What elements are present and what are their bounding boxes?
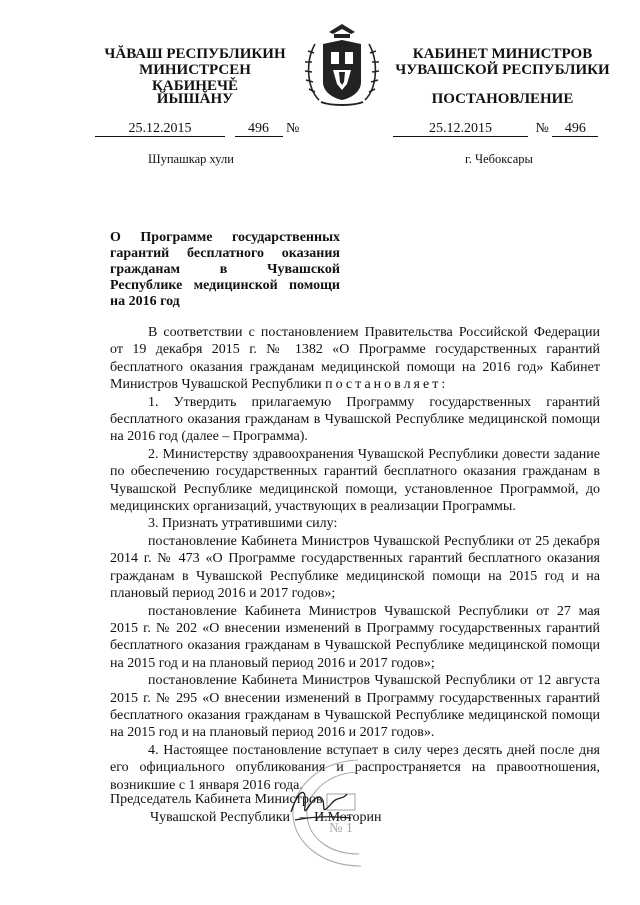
right-date: 25.12.2015 bbox=[393, 121, 528, 137]
paragraph-intro bbox=[110, 324, 600, 394]
intro-verb: постановляет: bbox=[325, 377, 449, 393]
doctype-left: ЙЫШĂНУ bbox=[156, 91, 234, 107]
doctype-right: ПОСТАНОВЛЕНИЕ bbox=[431, 91, 574, 107]
signature-title-line1: Председатель Кабинета Министров bbox=[110, 792, 323, 807]
paragraph-3a: постановление Кабинета Министров Чувашской Республики от 25 декабря 2014 г. № 473 «О Программе государственных гарантий бесплатного оказания гражданам в Чувашской Республике медицинской помощи на 2015 год и на плановый период 2016 и 2017 годов»; bbox=[110, 533, 600, 602]
header-left-line1: ЧĂВАШ РЕСПУБЛИКИН bbox=[104, 46, 286, 62]
left-date: 25.12.2015 bbox=[95, 121, 225, 137]
header-right-line2: ЧУВАШСКОЙ РЕСПУБЛИКИ bbox=[395, 62, 610, 78]
date-line-right bbox=[393, 121, 598, 137]
document-title: О Программе государственных гарантий бесплатного оказания гражданам в Чувашской Республике медицинской помощи на 2016 год bbox=[110, 230, 340, 309]
paragraph-3c: постановление Кабинета Министров Чувашской Республики от 12 августа 2015 г. № 295 «О внесении изменений в Программу государственных гарантий бесплатного оказания гражданам в Чувашской Республике медицинской помощи на 2015 год и на плановый период 2016 и 2017 годов». bbox=[110, 673, 600, 741]
left-number-sign: № bbox=[286, 121, 300, 136]
paragraph-3b: постановление Кабинета Министров Чувашской Республики от 27 мая 2015 г. № 202 «О внесении изменений в Программу государственных гарантий бесплатного оказания гражданам в Чувашской Республике медицинской помощи на 2015 год и на плановый период 2016 и 2017 годов»; bbox=[110, 603, 600, 671]
signature-dash: – bbox=[299, 810, 307, 825]
header-right-org bbox=[395, 46, 610, 78]
right-number: 496 bbox=[552, 121, 598, 137]
chuvashia-emblem-icon bbox=[301, 22, 383, 108]
header-left-org bbox=[95, 46, 295, 94]
right-number-sign: № bbox=[535, 121, 549, 136]
city-left: Шупашкар хули bbox=[148, 152, 234, 166]
document-body bbox=[110, 324, 600, 794]
signature-title-line2: Чувашской Республики bbox=[150, 810, 291, 825]
header-left-line2: МИНИСТРСЕН КАБИНЕЧĚ bbox=[139, 62, 251, 94]
left-number: 496 bbox=[235, 121, 283, 137]
paragraph-2: 2. Министерству здравоохранения Чувашской Республики довести задание по обеспечению государственных гарантий бесплатного оказания гражданам в Чувашской Республике медицинской помощи, установленное Программой, до медицинских организаций, участвующих в реализации Программы. bbox=[110, 446, 600, 515]
signatory-name: И.Моторин bbox=[314, 810, 382, 825]
header-right-line1: КАБИНЕТ МИНИСТРОВ bbox=[412, 46, 593, 62]
paragraph-4: 4. Настоящее постановление вступает в силу через десять дней после дня его официального опубликования и распространяется на правоотношения, возникшие с 1 января 2016 года. bbox=[110, 742, 600, 793]
date-line-left bbox=[95, 121, 299, 137]
intro-text: В соответствии с постановлением Правительства Российской Федерации от 19 декабря 2015 г. № 1382 «О Программе государственных гарантий бесплатного оказания гражданам медицинской помощи на 2016 год» Кабинет Министров Чувашской Республики bbox=[110, 325, 600, 393]
stamp-number: № 1 bbox=[329, 821, 353, 836]
handwritten-signature-icon bbox=[285, 782, 355, 832]
city-right: г. Чебоксары bbox=[465, 152, 533, 166]
paragraph-1: 1. Утвердить прилагаемую Программу государственных гарантий бесплатного оказания гражданам в Чувашской Республике медицинской помощи на 2016 год (далее – Программа). bbox=[110, 394, 600, 445]
paragraph-3: 3. Признать утратившими силу: bbox=[148, 516, 338, 532]
